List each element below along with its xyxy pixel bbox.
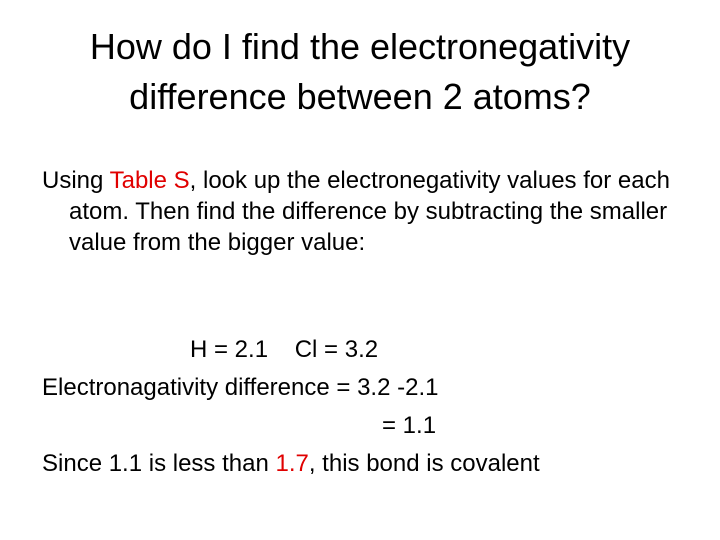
intro-post: , look up the electronegativity values for each atom. Then find the difference by subtracting the smaller value from the bigger value:	[69, 167, 670, 256]
conclusion-post: , this bond is covalent	[308, 450, 540, 477]
intro-text	[42, 165, 702, 258]
intro-pre: Using	[42, 167, 110, 194]
table-s-reference: Table S	[109, 167, 190, 194]
conclusion-line	[42, 445, 702, 483]
title-line-1: How do I find the electronegativity	[89, 26, 631, 67]
calculation-block	[42, 331, 702, 483]
difference-line: Electronagativity difference = 3.2 -2.1	[42, 374, 439, 401]
slide-title	[0, 22, 720, 122]
intro-paragraph	[42, 165, 702, 258]
threshold-value: 1.7	[275, 450, 309, 477]
conclusion-pre: Since 1.1 is less than	[42, 450, 276, 477]
values-line: H = 2.1 Cl = 3.2	[190, 336, 379, 363]
result-line: = 1.1	[382, 412, 437, 439]
title-line-2: difference between 2 atoms?	[129, 76, 591, 117]
